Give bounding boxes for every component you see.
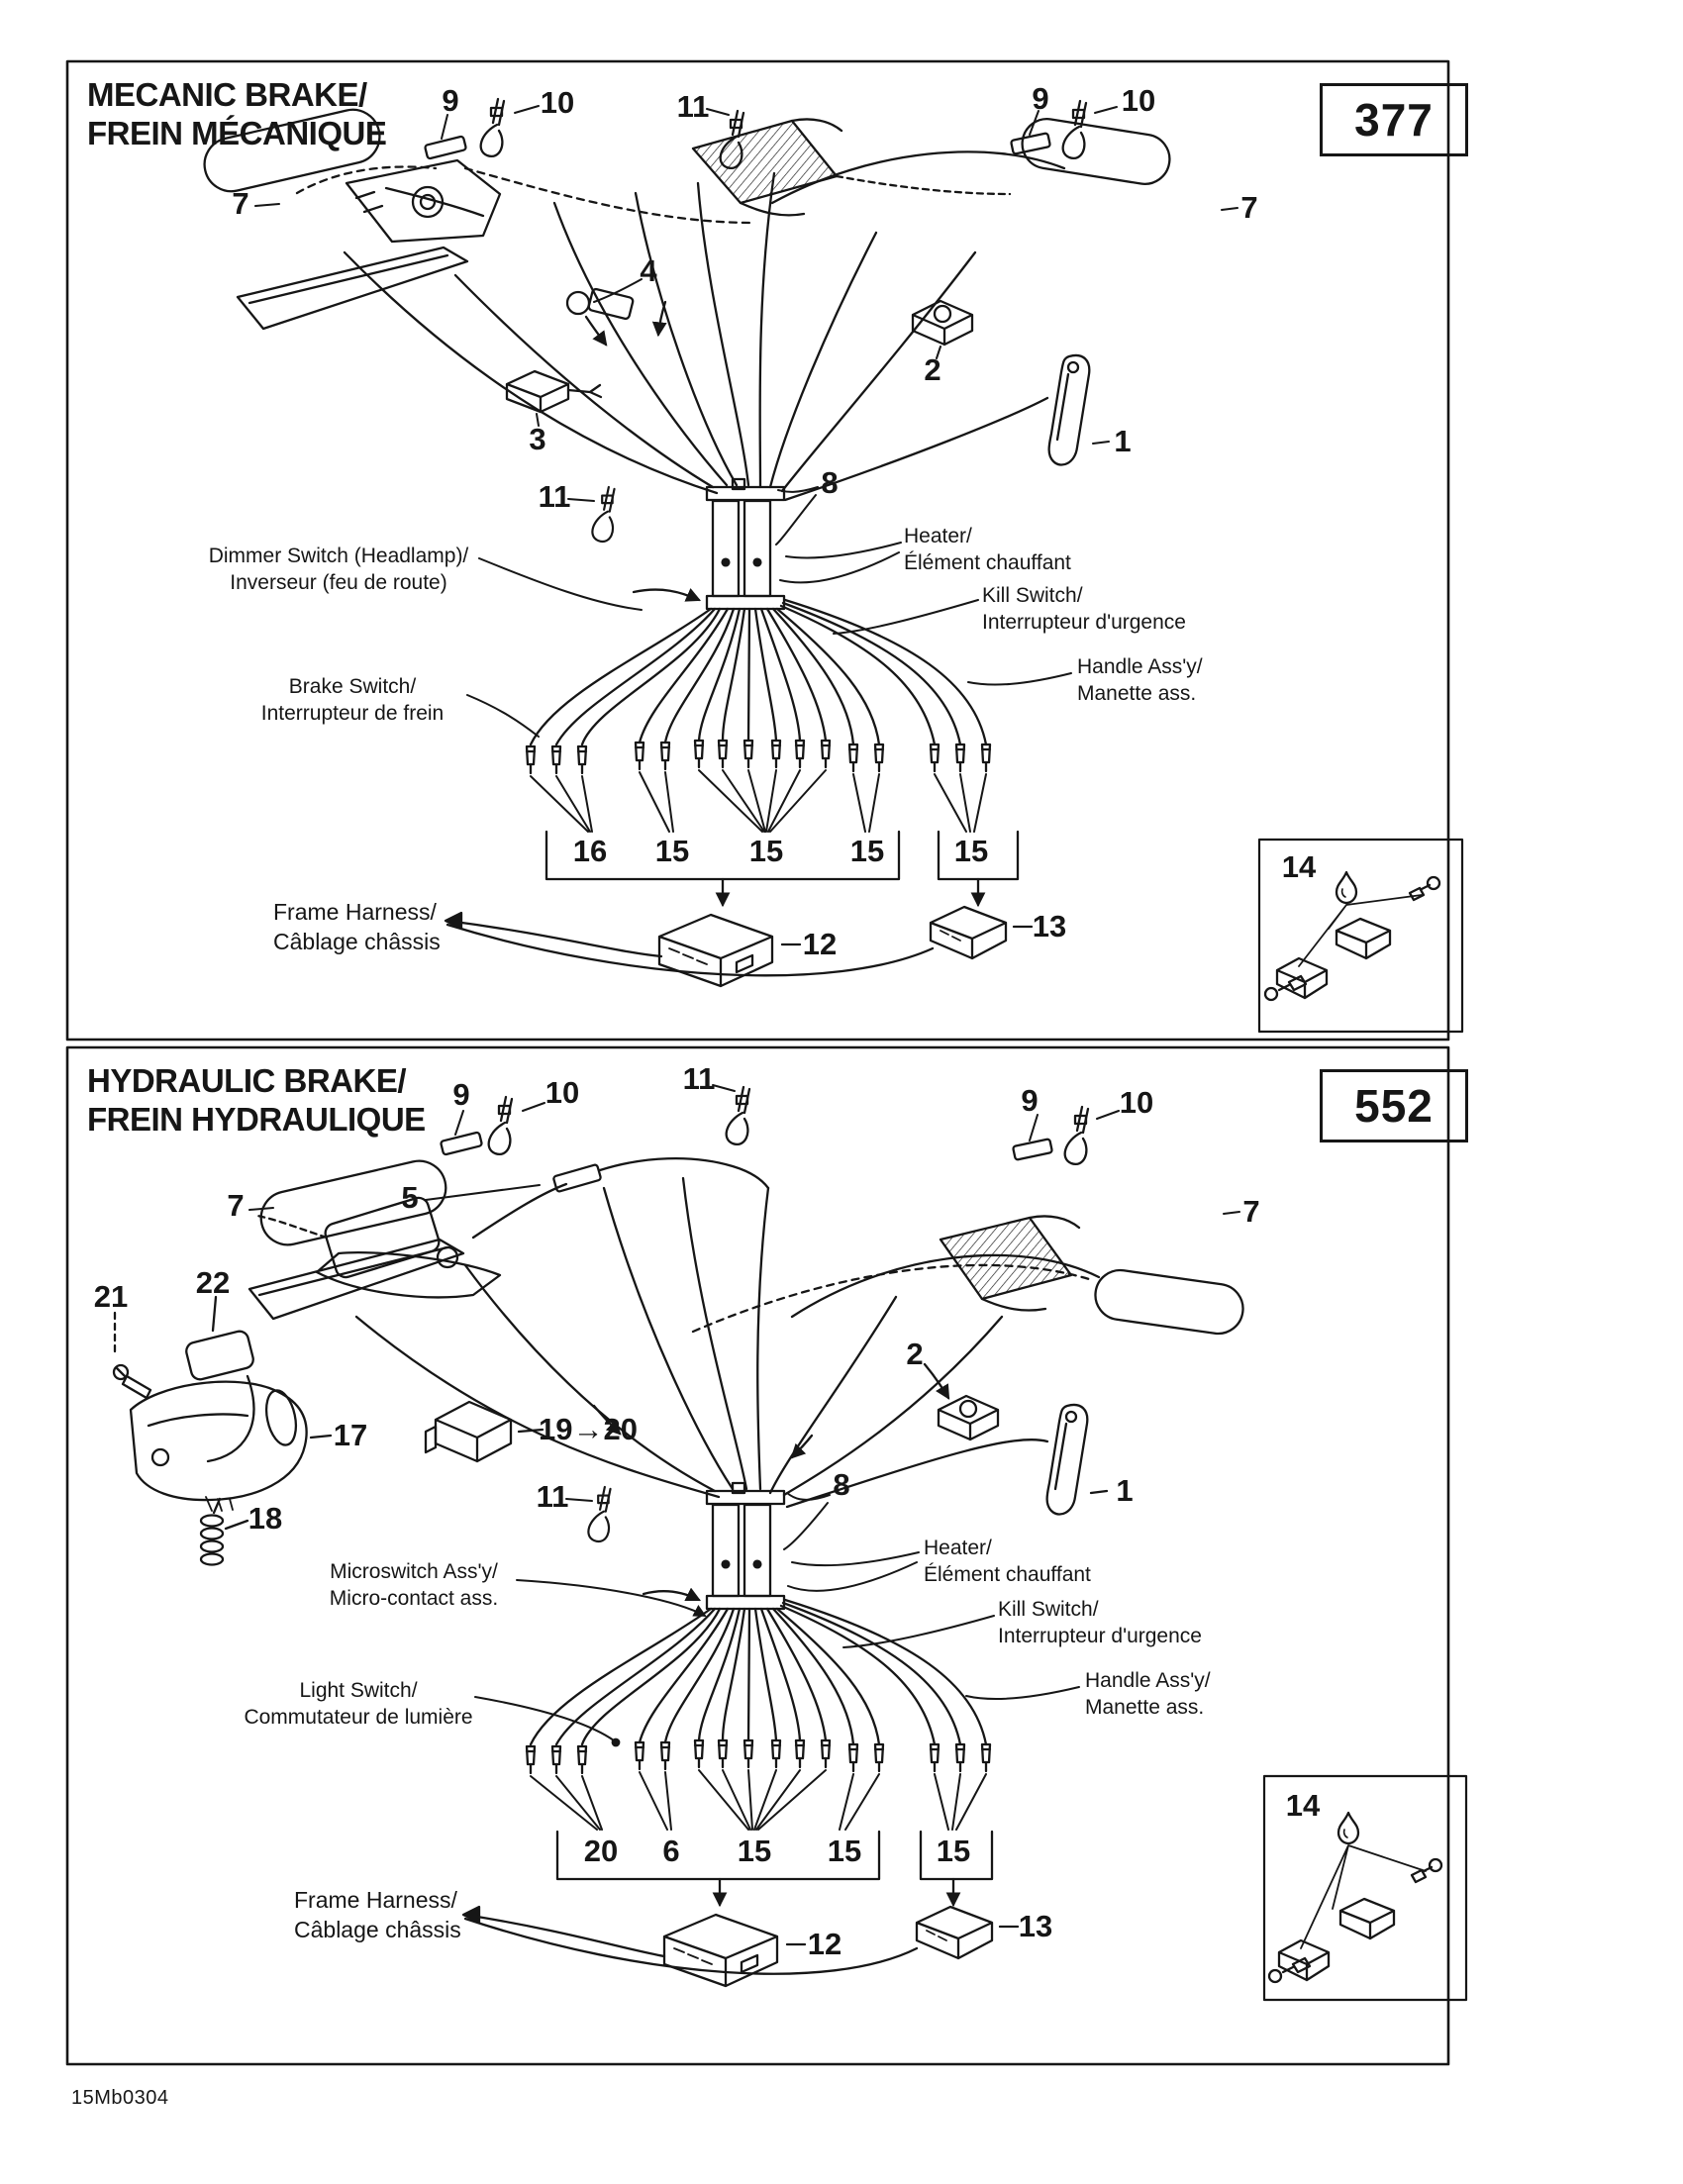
- p2-housing-part17: [131, 1382, 331, 1511]
- callout-18: 18: [248, 1501, 283, 1536]
- label-handle-line1-p2: Handle Ass'y/: [1085, 1669, 1211, 1692]
- callout-9-right-p2: 9: [1021, 1083, 1039, 1118]
- label-frame-harness-p1: [273, 897, 441, 956]
- p1-connector-part3: [507, 371, 601, 412]
- label-light-line1: Light Switch/: [299, 1679, 418, 1702]
- p2-heater-block: [707, 1483, 784, 1609]
- label-kill-line1: Kill Switch/: [982, 584, 1083, 607]
- label-kill-line2-p2: Interrupteur d'urgence: [998, 1625, 1202, 1647]
- p2-label-leaders: [475, 1493, 1079, 1745]
- p2-throttle-housing: [940, 1216, 1079, 1310]
- grease-droplet-icon: [1336, 872, 1356, 903]
- pin-count-15-sep: 15: [953, 834, 989, 868]
- callout-11-mid: 11: [538, 479, 571, 514]
- callout-14-p2: 14: [1285, 1788, 1321, 1823]
- callout-1-p2: 1: [1116, 1473, 1134, 1508]
- label-handle-line2-p2: Manette ass.: [1085, 1696, 1205, 1719]
- p1-count-fans: [531, 770, 986, 832]
- callout-10-left: 10: [540, 85, 575, 120]
- panel2-model-badge: 552: [1320, 1069, 1468, 1142]
- callout-8-p2: 8: [833, 1467, 850, 1502]
- label-handle-assy-p2: [1085, 1667, 1211, 1721]
- p2-count-fans: [531, 1770, 986, 1830]
- callout-1: 1: [1114, 424, 1132, 458]
- callout-11-top-p2: 11: [682, 1061, 716, 1096]
- label-kill-switch-p2: [998, 1596, 1202, 1649]
- callout-19-20: 19→20: [539, 1412, 638, 1446]
- callout-14: 14: [1281, 849, 1317, 884]
- label-brake-line1: Brake Switch/: [288, 675, 417, 698]
- p1-heater-block: [707, 479, 784, 609]
- panel1-title-line2: FREIN MÉCANIQUE: [87, 115, 387, 151]
- p2-spring-part18: [201, 1499, 248, 1565]
- pin-count-15b: 15: [748, 834, 784, 868]
- p2-callout-leaders: [249, 1085, 1239, 1501]
- callout-7-right: 7: [1240, 190, 1258, 225]
- panel2-title-line2: FREIN HYDRAULIQUE: [87, 1101, 426, 1138]
- label-heater-p2: [924, 1535, 1091, 1588]
- p2-upper-wires: [356, 1178, 1047, 1507]
- p2-hose-fitting-part5: [553, 1164, 602, 1192]
- label-light-line2: Commutateur de lumière: [244, 1706, 473, 1729]
- label-brake-switch: [261, 673, 444, 727]
- callout-2: 2: [924, 352, 941, 387]
- callout-3: 3: [529, 422, 546, 456]
- p2-terminal-pins: [527, 1740, 990, 1773]
- label-dimmer-switch: [209, 543, 469, 596]
- label-micro-line1: Microswitch Ass'y/: [330, 1560, 498, 1583]
- pin-count-20: 20: [583, 1834, 619, 1868]
- panel1-model-badge: 377: [1320, 83, 1468, 156]
- panel1-title-line1: MECANIC BRAKE/: [87, 76, 367, 113]
- p2-bracket-part1: [1047, 1405, 1107, 1515]
- p2-cable-tie-icons: [489, 1087, 1088, 1541]
- label-heater-p1: [904, 523, 1071, 576]
- label-dimmer-line2: Inverseur (feu de route): [230, 571, 447, 594]
- pin-count-15-sep-p2: 15: [936, 1834, 971, 1868]
- p2-connector-12: [664, 1915, 805, 1986]
- label-microswitch: [330, 1558, 498, 1612]
- p1-lower-wires: [531, 600, 986, 745]
- label-kill-line2: Interrupteur d'urgence: [982, 611, 1186, 634]
- callout-10-left-p2: 10: [544, 1075, 580, 1110]
- panel2-title: [87, 1061, 426, 1139]
- panel1-title: [87, 75, 386, 152]
- pin-count-15c: 15: [849, 834, 885, 868]
- callout-4: 4: [640, 253, 657, 288]
- label-dimmer-line1: Dimmer Switch (Headlamp)/: [208, 545, 469, 567]
- label-frame-line1-p2: Frame Harness/: [294, 1887, 457, 1913]
- callout-5: 5: [401, 1180, 419, 1215]
- label-frame-line1: Frame Harness/: [273, 899, 437, 925]
- p2-connector-part19-20: [426, 1402, 543, 1461]
- label-heater-line2-p2: Élément chauffant: [924, 1563, 1091, 1586]
- label-brake-line2: Interrupteur de frein: [260, 702, 445, 725]
- callout-2-p2: 2: [906, 1337, 924, 1371]
- p2-pad-part22: [184, 1297, 254, 1461]
- callout-9-left: 9: [442, 83, 459, 118]
- label-handle-line2: Manette ass.: [1077, 682, 1197, 705]
- label-micro-line2: Micro-contact ass.: [329, 1587, 499, 1610]
- label-frame-line2: Câblage châssis: [273, 929, 441, 954]
- callout-9-left-p2: 9: [452, 1077, 470, 1112]
- label-handle-assy-p1: [1077, 653, 1203, 707]
- callout-21: 21: [93, 1279, 129, 1314]
- pin-count-15a: 15: [654, 834, 690, 868]
- label-frame-line2-p2: Câblage châssis: [294, 1917, 461, 1942]
- callout-7-left-p2: 7: [227, 1188, 245, 1223]
- callout-13-p2: 13: [1018, 1909, 1053, 1943]
- pin-count-15b-p2: 15: [827, 1834, 862, 1868]
- label-heater-line1: Heater/: [904, 525, 972, 547]
- p1-terminal-pins: [527, 741, 990, 773]
- callout-7-right-p2: 7: [1242, 1194, 1260, 1229]
- label-light-switch: [244, 1677, 472, 1731]
- pin-count-6: 6: [662, 1834, 680, 1868]
- p2-kill-switch-part2: [925, 1364, 998, 1439]
- callout-12: 12: [802, 927, 838, 961]
- page-code: 15Mb0304: [71, 2087, 169, 2109]
- label-kill-switch-p1: [982, 582, 1186, 636]
- p1-bracket-part1: [1049, 355, 1090, 465]
- label-handle-line1: Handle Ass'y/: [1077, 655, 1203, 678]
- callout-11-mid-p2: 11: [536, 1479, 569, 1514]
- panel2-title-line1: HYDRAULIC BRAKE/: [87, 1062, 406, 1099]
- callout-12-p2: 12: [807, 1927, 842, 1961]
- p1-kill-switch-part2: [913, 301, 972, 345]
- callout-9-right: 9: [1032, 81, 1049, 116]
- callout-7-left: 7: [232, 186, 249, 221]
- label-kill-line1-p2: Kill Switch/: [998, 1598, 1099, 1621]
- label-heater-line1-p2: Heater/: [924, 1537, 992, 1559]
- label-frame-harness-p2: [294, 1885, 461, 1944]
- callout-13: 13: [1032, 909, 1067, 943]
- pin-count-15a-p2: 15: [737, 1834, 772, 1868]
- callout-22: 22: [195, 1265, 231, 1300]
- p2-frame-harness-leaders: [463, 1907, 917, 1974]
- pin-count-16: 16: [572, 834, 608, 868]
- p1-frame-harness-leaders: [446, 913, 933, 975]
- label-heater-line2: Élément chauffant: [904, 551, 1071, 574]
- panel2-border: [67, 1047, 1448, 2064]
- callout-11-top: 11: [676, 89, 710, 124]
- grease-droplet-icon: [1338, 1813, 1358, 1843]
- p2-connector-13: [917, 1907, 1018, 1958]
- p2-brackets: [557, 1832, 992, 1879]
- callout-10-right: 10: [1121, 83, 1156, 118]
- callout-17: 17: [333, 1418, 368, 1452]
- p1-connector-13: [931, 907, 1032, 958]
- p1-brake-lever-assembly: [238, 160, 752, 329]
- callout-8: 8: [821, 465, 839, 500]
- p2-screw-part21: [114, 1313, 150, 1398]
- p1-throttle-housing: [693, 119, 1010, 215]
- p2-lower-wires: [531, 1600, 986, 1744]
- callout-10-right-p2: 10: [1119, 1085, 1154, 1120]
- p1-upper-wires: [345, 173, 1047, 500]
